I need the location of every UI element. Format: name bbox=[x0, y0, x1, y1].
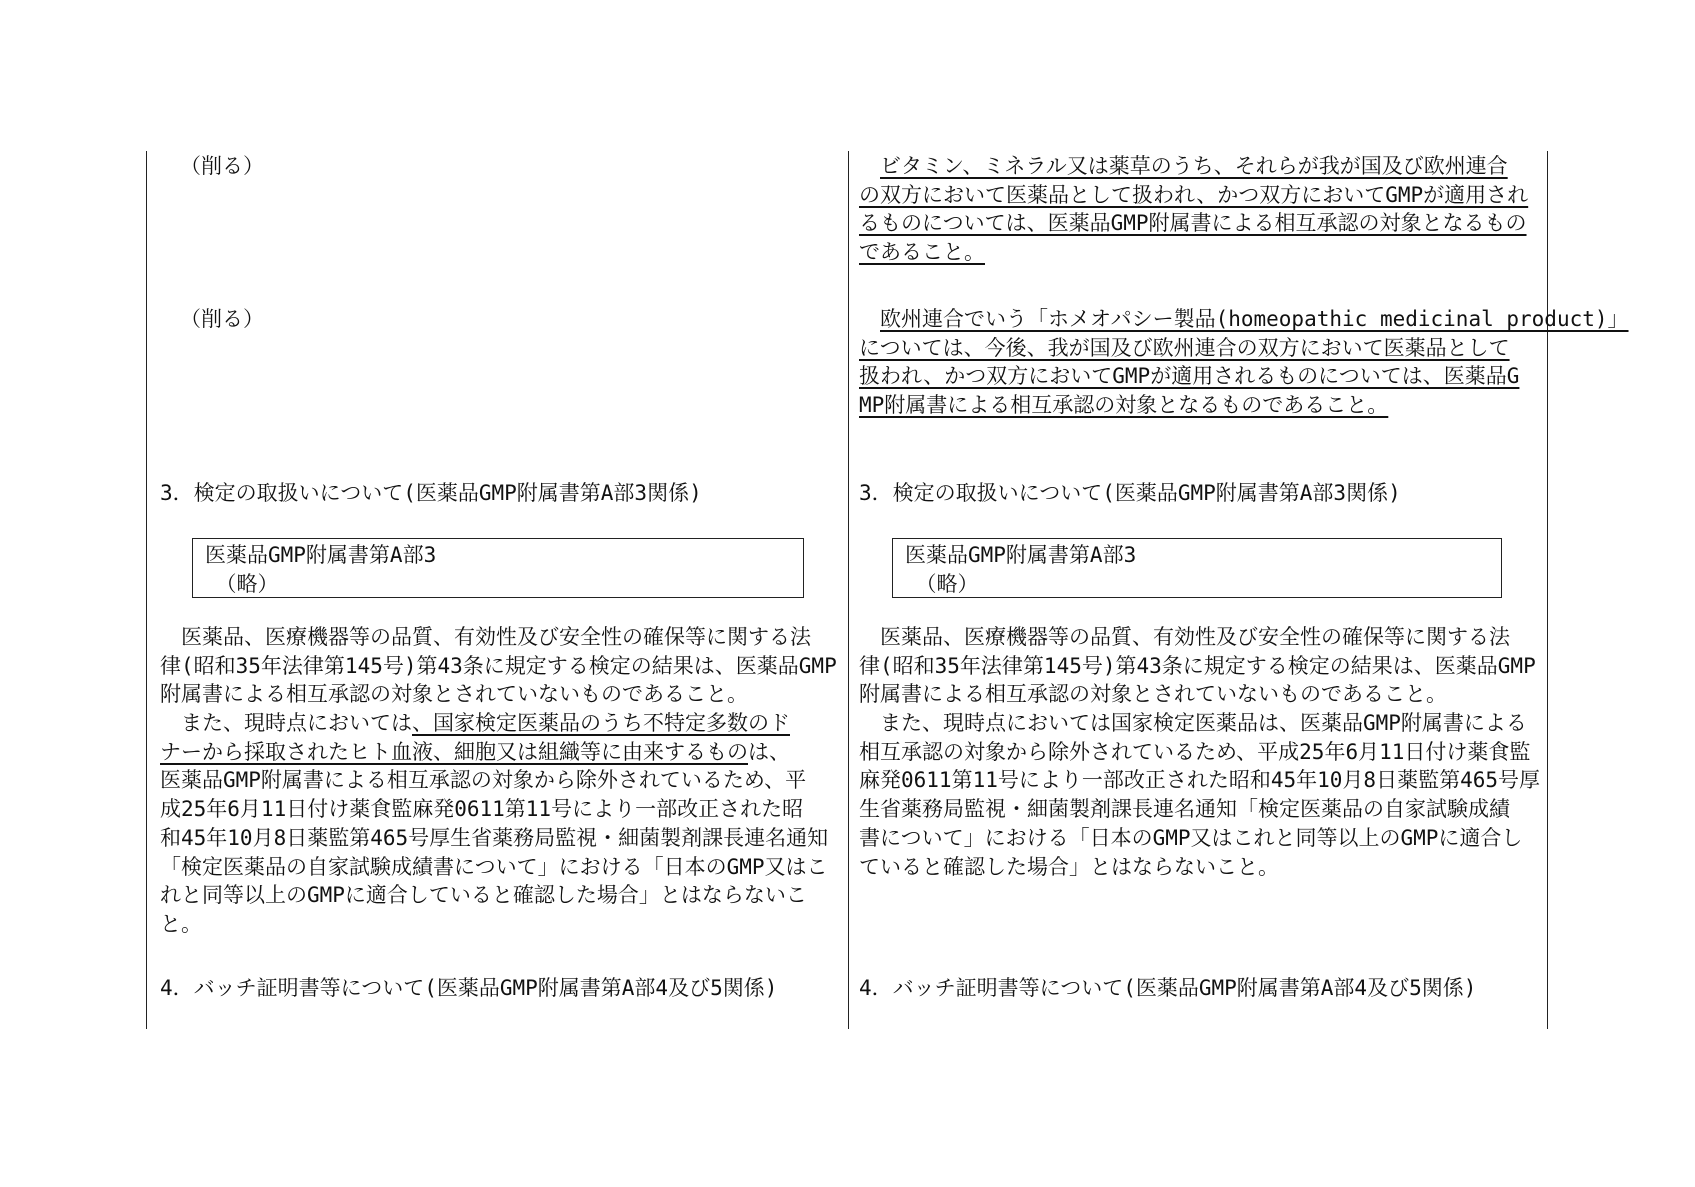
text: （削る） bbox=[180, 307, 264, 331]
text: 医薬品、医療機器等の品質、有効性及び安全性の確保等に関する法 bbox=[859, 625, 1510, 649]
text-line bbox=[180, 305, 264, 334]
right-heading-4 bbox=[859, 974, 1476, 1003]
text-line bbox=[859, 209, 1528, 238]
right-box-text bbox=[893, 539, 1501, 598]
text-line bbox=[160, 680, 837, 709]
text: 生省薬務局監視・細菌製剤課長連名通知「検定医薬品の自家試験成績 bbox=[859, 797, 1510, 822]
text-line bbox=[905, 541, 1501, 570]
table-left-border bbox=[146, 151, 147, 1029]
text-line bbox=[180, 152, 264, 181]
text-line bbox=[859, 391, 1629, 420]
text: 附属書による相互承認の対象とされていないものであること。 bbox=[859, 682, 1447, 707]
text: 医薬品、医療機器等の品質、有効性及び安全性の確保等に関する法 bbox=[160, 625, 811, 649]
text-line bbox=[160, 738, 837, 767]
text-line bbox=[160, 853, 837, 882]
underlined-text: ナーから採取されたヒト血液、細胞又は組織等に由来するもの bbox=[160, 739, 748, 764]
text-line bbox=[160, 824, 837, 853]
text-line bbox=[859, 824, 1540, 853]
right-paragraph-1 bbox=[859, 152, 1528, 267]
left-heading-3 bbox=[160, 479, 702, 508]
text bbox=[859, 307, 880, 331]
right-heading-3 bbox=[859, 479, 1401, 508]
text-line bbox=[859, 709, 1540, 738]
text-line bbox=[859, 181, 1528, 210]
text: 相互承認の対象から除外されているため、平成25年6月11日付け薬食監 bbox=[859, 739, 1531, 764]
text-line bbox=[859, 795, 1540, 824]
text-line bbox=[859, 305, 1629, 334]
text-line bbox=[859, 766, 1540, 795]
left-quote-box bbox=[192, 538, 804, 598]
text-line bbox=[205, 570, 803, 599]
text: れと同等以上のGMPに適合していると確認した場合」とはならないこ bbox=[160, 883, 807, 908]
left-deleted-1 bbox=[180, 152, 264, 181]
text-line bbox=[859, 680, 1540, 709]
underlined-text: MP附属書による相互承認の対象となるものであること。 bbox=[859, 393, 1389, 418]
text: 成25年6月11日付け薬食監麻発0611第11号により一部改正された昭 bbox=[160, 797, 804, 822]
text: 3．検定の取扱いについて(医薬品GMP附属書第A部3関係) bbox=[160, 481, 702, 505]
text-line bbox=[859, 738, 1540, 767]
text-line bbox=[859, 479, 1401, 508]
text: 律(昭和35年法律第145号)第43条に規定する検定の結果は、医薬品GMP bbox=[859, 653, 1536, 678]
right-quote-box bbox=[892, 538, 1502, 598]
text: 和45年10月8日薬監第465号厚生省薬務局監視・細菌製剤課長連名通知 bbox=[160, 825, 829, 850]
text-line bbox=[160, 881, 837, 910]
underlined-text: るものについては、医薬品GMP附属書による相互承認の対象となるもの bbox=[859, 211, 1527, 236]
text: また、現時点においては国家検定医薬品は、医薬品GMP附属書による bbox=[859, 711, 1527, 736]
right-paragraph-3 bbox=[859, 623, 1540, 881]
text: 書について」における「日本のGMP又はこれと同等以上のGMPに適合し bbox=[859, 825, 1523, 850]
left-box-text bbox=[193, 539, 803, 598]
text: と。 bbox=[160, 911, 202, 936]
text bbox=[859, 154, 880, 178]
text: 医薬品GMP附属書第A部3 bbox=[905, 543, 1137, 567]
underlined-text: であること。 bbox=[859, 240, 985, 265]
text-line bbox=[160, 652, 837, 681]
text-line bbox=[859, 334, 1629, 363]
text: 3．検定の取扱いについて(医薬品GMP附属書第A部3関係) bbox=[859, 481, 1401, 505]
table-right-border bbox=[1547, 151, 1548, 1029]
text-line bbox=[205, 541, 803, 570]
text-line bbox=[859, 152, 1528, 181]
text: 律(昭和35年法律第145号)第43条に規定する検定の結果は、医薬品GMP bbox=[160, 653, 837, 678]
text-line bbox=[160, 910, 837, 939]
text: は、 bbox=[748, 739, 790, 764]
text: 4．バッチ証明書等について(医薬品GMP附属書第A部4及び5関係) bbox=[859, 976, 1477, 1000]
text-line bbox=[160, 479, 702, 508]
text: （削る） bbox=[180, 154, 264, 178]
text-line bbox=[859, 623, 1540, 652]
text: 医薬品GMP附属書による相互承認の対象から除外されているため、平 bbox=[160, 768, 807, 793]
text: 医薬品GMP附属書第A部3 bbox=[205, 543, 437, 567]
text-line bbox=[859, 974, 1476, 1003]
text-line bbox=[160, 795, 837, 824]
text: ていると確認した場合」とはならないこと。 bbox=[859, 854, 1279, 879]
underlined-text: については、今後、我が国及び欧州連合の双方において医薬品として bbox=[859, 335, 1510, 360]
text: 「検定医薬品の自家試験成績書について」における「日本のGMP又はこ bbox=[160, 854, 828, 879]
text-line bbox=[160, 709, 837, 738]
left-deleted-2 bbox=[180, 305, 264, 334]
text-line bbox=[160, 766, 837, 795]
underlined-text: 扱われ、かつ双方においてGMPが適用されるものについては、医薬品G bbox=[859, 364, 1520, 389]
text: （略） bbox=[905, 571, 979, 596]
text-line bbox=[905, 570, 1501, 599]
text-line bbox=[859, 853, 1540, 882]
text: 麻発0611第11号により一部改正された昭和45年10月8日薬監第465号厚 bbox=[859, 768, 1541, 793]
text: （略） bbox=[205, 571, 279, 596]
table-column-divider bbox=[848, 151, 849, 1029]
text: 4．バッチ証明書等について(医薬品GMP附属書第A部4及び5関係) bbox=[160, 976, 778, 1000]
left-paragraph-3 bbox=[160, 623, 837, 939]
underlined-text: 欧州連合でいう「ホメオパシー製品(homeopathic medicinal product)」 bbox=[880, 307, 1629, 331]
text-line bbox=[859, 238, 1528, 267]
underlined-text: の双方において医薬品として扱われ、かつ双方においてGMPが適用され bbox=[859, 182, 1529, 207]
underlined-text: ビタミン、ミネラル又は薬草のうち、それらが我が国及び欧州連合 bbox=[880, 154, 1508, 178]
text: 附属書による相互承認の対象とされていないものであること。 bbox=[160, 682, 748, 707]
text-line bbox=[160, 974, 777, 1003]
text-line bbox=[859, 362, 1629, 391]
left-heading-4 bbox=[160, 974, 777, 1003]
text: また、現時点においては bbox=[160, 711, 412, 736]
underlined-text: 、国家検定医薬品のうち不特定多数のド bbox=[412, 711, 790, 736]
right-paragraph-2 bbox=[859, 305, 1629, 420]
text-line bbox=[160, 623, 837, 652]
text-line bbox=[859, 652, 1540, 681]
